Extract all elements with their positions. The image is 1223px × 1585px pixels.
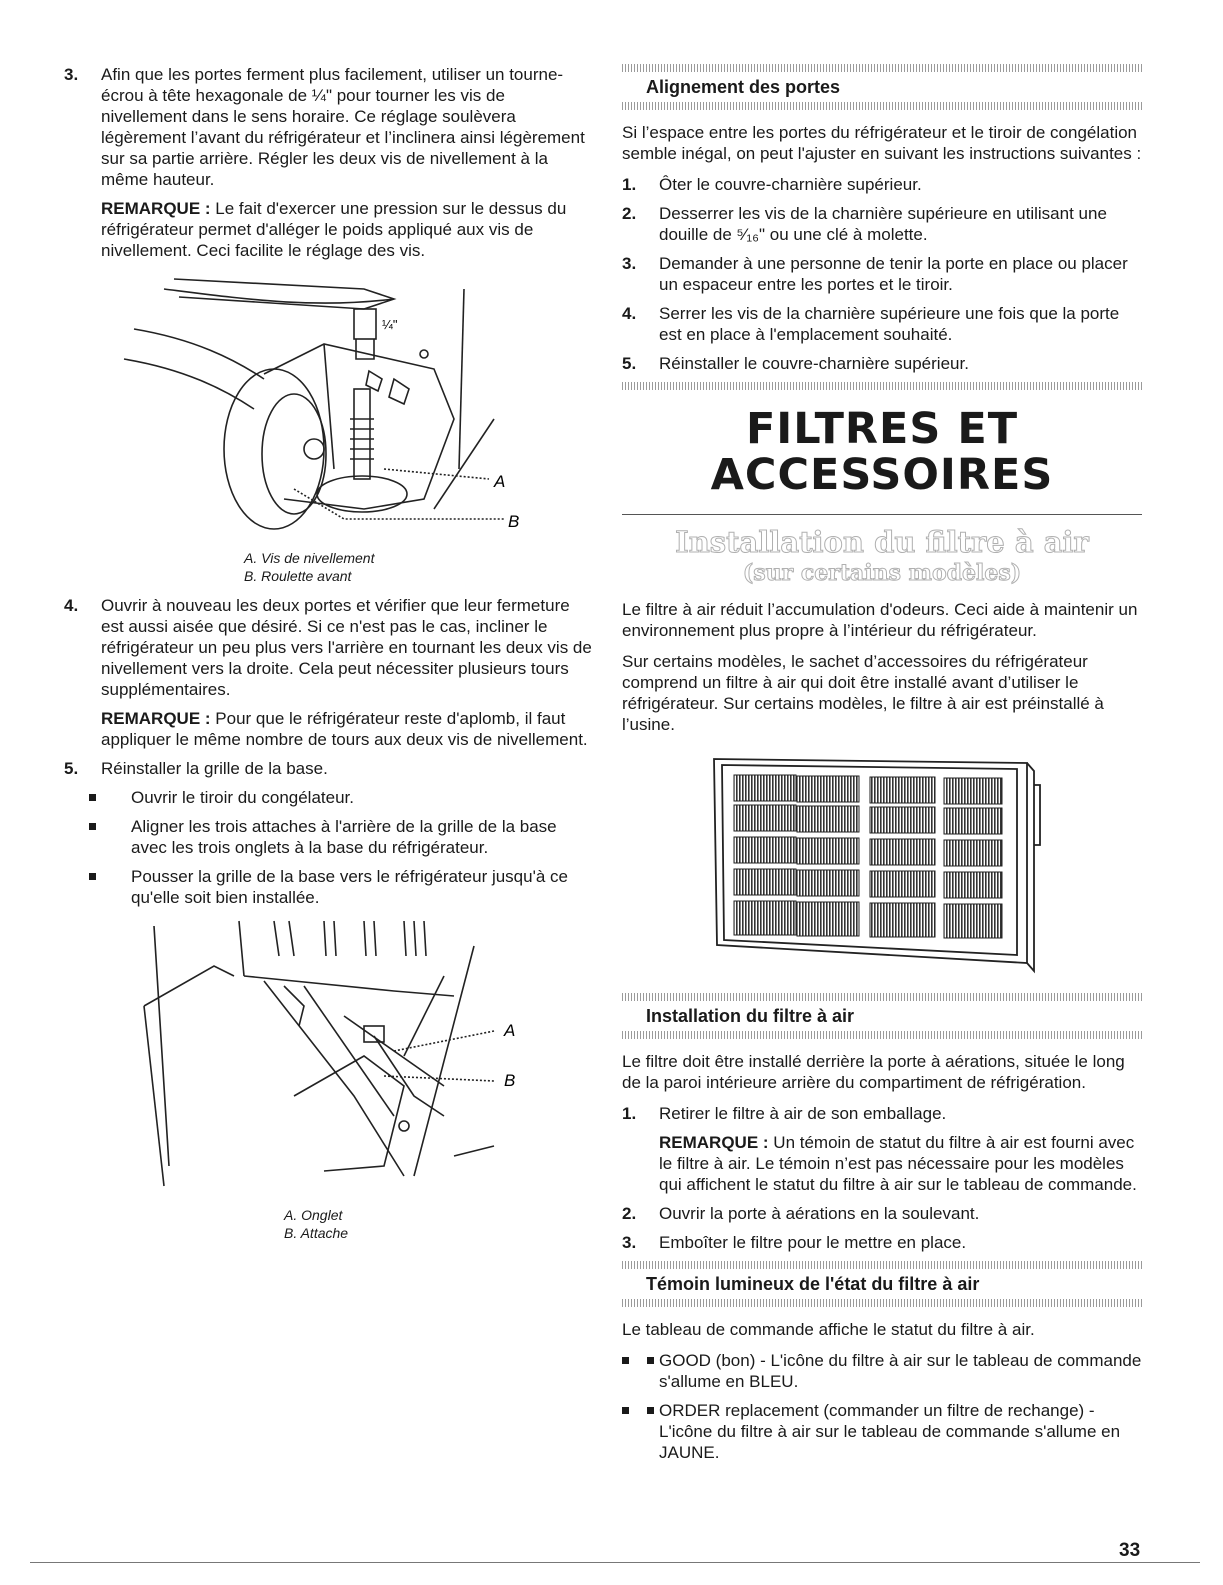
install-step-3 (622, 1232, 1142, 1253)
filter-subtitle: (sur certains modèles) (742, 560, 1022, 586)
section-rule (622, 514, 1142, 515)
filter-vent-slot (734, 869, 796, 895)
install-heading: Installation du filtre à air (646, 1006, 855, 1026)
step-text: Ouvrir à nouveau les deux portes et vérifier que leur fermeture est aussi aisée que désiré. Si ce n'est pas le cas, incliner le réfrigérateur un peu plus vers l'arrière en tournant les deux vis de nivellement vers la droite. Cela peut nécessiter plusieurs tours supplémentaires. (101, 596, 592, 699)
fig2-label-b: B (504, 1071, 516, 1090)
filter-vent-slot (734, 775, 796, 801)
note-2 (101, 708, 592, 750)
step-5 (64, 758, 592, 779)
air-filter-illustration (622, 745, 1142, 985)
hatch-divider (622, 382, 1142, 390)
step-3 (64, 64, 592, 190)
filter-vent-slot (797, 806, 859, 832)
install-step-2 (622, 1203, 1142, 1224)
fig2-label-a: A (504, 1021, 516, 1040)
align-heading: Alignement des portes (646, 77, 841, 97)
install-step-1 (622, 1103, 1142, 1124)
note-label: REMARQUE : (101, 709, 211, 728)
filter-vent-slot (870, 777, 935, 803)
filter-vent-slot (797, 838, 859, 864)
step-number: 1. (622, 1104, 637, 1123)
filter-vent-slot (944, 840, 1002, 866)
status-bullet (622, 1400, 1142, 1463)
filter-vent-slot (734, 805, 796, 831)
step-number: 3. (622, 254, 637, 273)
step-text: Demander à une personne de tenir la porte en place ou placer un espaceur entre les portes et le tiroir. (659, 254, 1128, 294)
page-number: 33 (1119, 1540, 1141, 1561)
note-text: Un témoin de statut du filtre à air est fourni avec le filtre à air. Le témoin n’est pas nécessaire pour les modèles qui affichent le statut du filtre à air sur le tableau de commande. (659, 1133, 1137, 1194)
hatch-divider (622, 102, 1142, 110)
step-number: 5. (622, 354, 637, 373)
right-column (622, 64, 1142, 1471)
align-step (622, 174, 1142, 195)
base-grille-illustration (64, 916, 592, 1206)
bullet-item: Aligner les trois attaches à l'arrière de la grille de la base avec les trois onglets à la base du réfrigérateur. (64, 816, 592, 858)
fig1-label-a: A (494, 472, 506, 491)
step-text: Réinstaller le couvre-charnière supérieur. (659, 354, 969, 373)
filter-vent-slot (734, 837, 796, 863)
bullet-item: Ouvrir le tiroir du congélateur. (64, 787, 592, 808)
filter-vent-slot (944, 778, 1002, 804)
step-number: 1. (622, 175, 637, 194)
status-bullet (622, 1350, 1142, 1392)
filter-vent-slot (870, 839, 935, 865)
filter-vent-slot (797, 776, 859, 802)
step-number: 2. (622, 204, 637, 223)
filter-vent-slot (734, 901, 796, 935)
section-title-line-2: ACCESSOIRES (710, 450, 1054, 500)
step-number: 4. (64, 596, 79, 615)
hatch-divider (622, 64, 1142, 72)
fig2-caption (284, 1206, 592, 1242)
align-step (622, 203, 1142, 245)
step-text: Réinstaller la grille de la base. (101, 759, 328, 778)
step-number: 2. (622, 1204, 637, 1223)
filter-vent-slot (870, 903, 935, 937)
align-step (622, 303, 1142, 345)
bullet-mark (622, 1407, 629, 1414)
bullet-item: Pousser la grille de la base vers le réfrigérateur jusqu'à ce qu'elle soit bien installée. (64, 866, 592, 908)
align-step (622, 353, 1142, 374)
status-heading: Témoin lumineux de l'état du filtre à air (646, 1274, 980, 1294)
left-column (64, 64, 592, 1252)
filter-vent-slot (870, 871, 935, 897)
note-text: Le fait d'exercer une pression sur le dessus du réfrigérateur permet d'alléger le poids appliqué aux vis de nivellement. Ceci facilite le réglage des vis. (101, 199, 567, 260)
step-number: 3. (622, 1233, 637, 1252)
note-label: REMARQUE : (659, 1133, 769, 1152)
note-label: REMARQUE : (101, 199, 211, 218)
section-title-line-1: FILTRES ET (745, 404, 1019, 454)
step-text: Emboîter le filtre pour le mettre en place. (659, 1233, 967, 1252)
filter-vent-slot (797, 870, 859, 896)
filter-vent-slot (797, 902, 859, 936)
leveling-screw-illustration (64, 269, 592, 549)
status-intro: Le tableau de commande affiche le statut du filtre à air. (622, 1320, 1035, 1339)
hatch-divider (622, 1299, 1142, 1307)
bullet-mark (622, 1357, 629, 1364)
hatch-divider (622, 1031, 1142, 1039)
filter-vent-slot (870, 807, 935, 833)
fig1-caption-a: A. Vis de nivellement (244, 550, 375, 566)
step-text: Retirer le filtre à air de son emballage. (659, 1104, 947, 1123)
step-text: Afin que les portes ferment plus facilement, utiliser un tourne-écrou à tête hexagonale de ¼" pour tourner les vis de nivellement dans le sens horaire. Ce réglage soulèvera légèrement l’avant du réfrigérateur et l’inclinera ainsi légèrement sur sa partie arrière. Régler les deux vis de nivellement à la même hauteur. (101, 65, 585, 189)
step-number: 4. (622, 304, 637, 323)
status-bullet-text: ORDER replacement (commander un filtre de rechange) - L'icône du filtre à air sur le tableau de commande s'allume en JAUNE. (659, 1401, 1121, 1462)
install-intro: Le filtre doit être installé derrière la porte à aérations, située le long de la paroi intérieure arrière du compartiment de réfrigération. (622, 1052, 1125, 1092)
hatch-divider (622, 1261, 1142, 1269)
hatch-divider (622, 993, 1142, 1001)
filter-vent-slot (944, 904, 1002, 938)
step-number: 5. (64, 759, 79, 778)
step-4 (64, 595, 592, 700)
fig1-caption (244, 549, 592, 585)
fig1-label-quarter: ¼" (382, 317, 398, 332)
filter-paragraph-1: Le filtre à air réduit l’accumulation d'odeurs. Ceci aide à maintenir un environnement plus propre à l’intérieur du réfrigérateur. (622, 600, 1138, 640)
filter-vent-slot (944, 808, 1002, 834)
step-text: Serrer les vis de la charnière supérieure une fois que la porte est en place à l'emplacement souhaité. (659, 304, 1120, 344)
align-intro: Si l’espace entre les portes du réfrigérateur et le tiroir de congélation semble inégal, on peut l'ajuster en suivant les instructions suivantes : (622, 123, 1142, 163)
filter-grille (734, 775, 1002, 938)
step-number: 3. (64, 65, 79, 84)
fig1-caption-b: B. Roulette avant (244, 568, 352, 584)
status-bullet-text: GOOD (bon) - L'icône du filtre à air sur le tableau de commande s'allume en BLEU. (659, 1351, 1142, 1391)
section-title (622, 406, 1142, 498)
filter-paragraph-2: Sur certains modèles, le sachet d’accessoires du réfrigérateur comprend un filtre à air qui doit être installé avant d’utiliser le réfrigérateur. Sur certains modèles, le filtre à air est préinstallé à l’usine. (622, 652, 1104, 734)
align-step (622, 253, 1142, 295)
install-note (659, 1132, 1142, 1195)
fig1-label-b: B (508, 512, 520, 531)
note-text: Pour que le réfrigérateur reste d'aplomb, il faut appliquer le même nombre de tours aux deux vis de nivellement. (101, 709, 588, 749)
fig2-caption-a: A. Onglet (284, 1207, 343, 1223)
footer-line (30, 1562, 1200, 1563)
filter-vent-slot (944, 872, 1002, 898)
step-text: Desserrer les vis de la charnière supérieure en utilisant une douille de ⁵⁄₁₆" ou une clé à molette. (659, 204, 1107, 244)
fig2-caption-b: B. Attache (284, 1225, 349, 1241)
filter-title: Installation du filtre à air (675, 525, 1089, 559)
note-1 (101, 198, 592, 261)
step-text: Ouvrir la porte à aérations en la soulevant. (659, 1204, 980, 1223)
step-text: Ôter le couvre-charnière supérieur. (659, 175, 922, 194)
